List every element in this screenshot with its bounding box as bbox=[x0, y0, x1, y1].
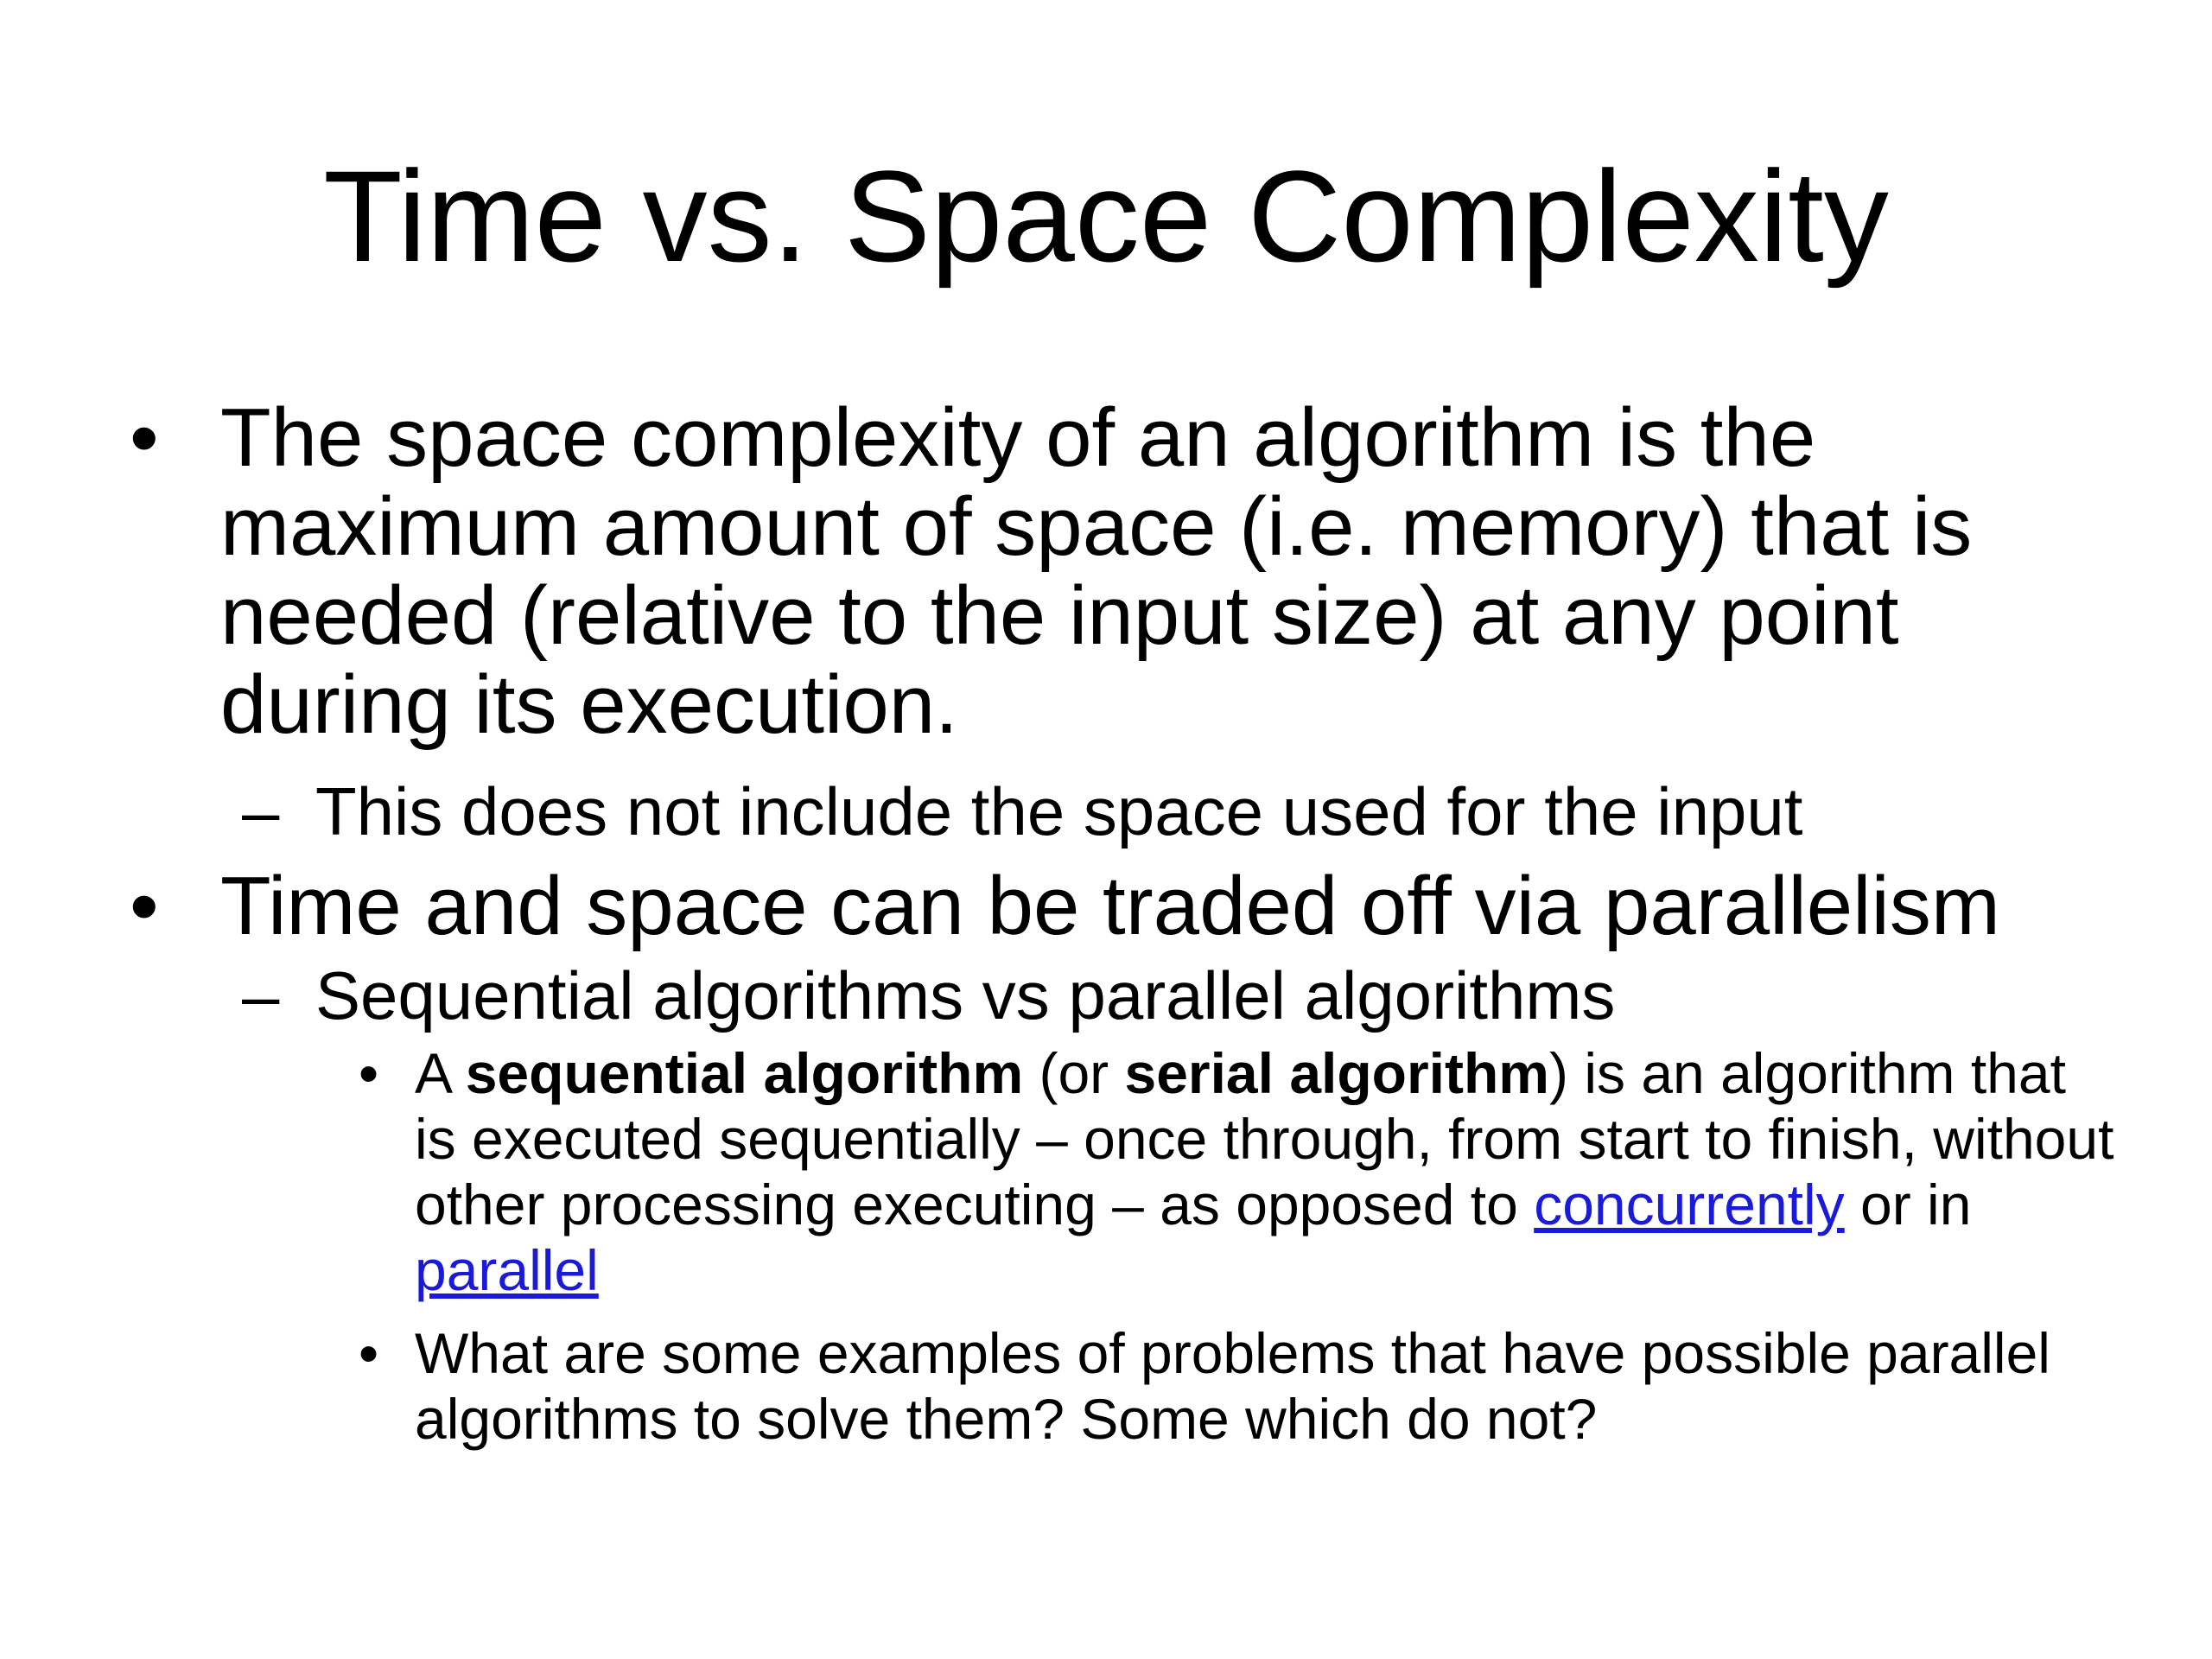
dash-marker: – bbox=[242, 773, 280, 849]
definition-text-2: (or bbox=[1023, 1041, 1125, 1105]
dash-marker: – bbox=[242, 957, 280, 1033]
term-sequential-algorithm: sequential algorithm bbox=[465, 1041, 1024, 1105]
sub-sub-bullet-examples-question bbox=[130, 1320, 2117, 1452]
sub-bullet-sequential-vs-parallel bbox=[130, 954, 2117, 1037]
link-parallel[interactable]: parallel bbox=[415, 1238, 599, 1302]
bullet-marker: • bbox=[359, 1321, 379, 1385]
bullet-text: The space complexity of an algorithm is the maximum amount of space (i.e. memory) that is needed (relative to the input size) at any point during its execution. bbox=[220, 391, 1973, 751]
term-serial-algorithm: serial algorithm bbox=[1124, 1041, 1549, 1105]
bullet-parallelism bbox=[130, 861, 2117, 950]
definition-text-4: or in bbox=[1844, 1173, 1972, 1236]
bullet-marker: • bbox=[130, 391, 159, 484]
question-text: What are some examples of problems that have possible parallel algorithms to solve them? Some which do not? bbox=[415, 1321, 2050, 1451]
slide-title: Time vs. Space Complexity bbox=[323, 143, 1889, 289]
sub-sub-bullet-sequential-definition bbox=[130, 1040, 2117, 1303]
bullet-marker: • bbox=[130, 860, 159, 952]
link-concurrently[interactable]: concurrently bbox=[1534, 1173, 1845, 1236]
sub-bullet-text: This does not include the space used for the input bbox=[315, 773, 1803, 849]
slide-body bbox=[130, 393, 2117, 1452]
bullet-marker: • bbox=[359, 1041, 379, 1105]
definition-text-3: ) is an algorithm that is executed sequentially – once through, from start to finish, without other processing executing – as opposed to bbox=[415, 1041, 2114, 1236]
bullet-space-complexity bbox=[130, 393, 2117, 749]
sub-bullet-input-space bbox=[130, 770, 2117, 853]
bullet-text: Time and space can be traded off via parallelism bbox=[220, 860, 2000, 952]
sub-bullet-text: Sequential algorithms vs parallel algorithms bbox=[315, 957, 1616, 1033]
definition-text-1: A bbox=[415, 1041, 466, 1105]
